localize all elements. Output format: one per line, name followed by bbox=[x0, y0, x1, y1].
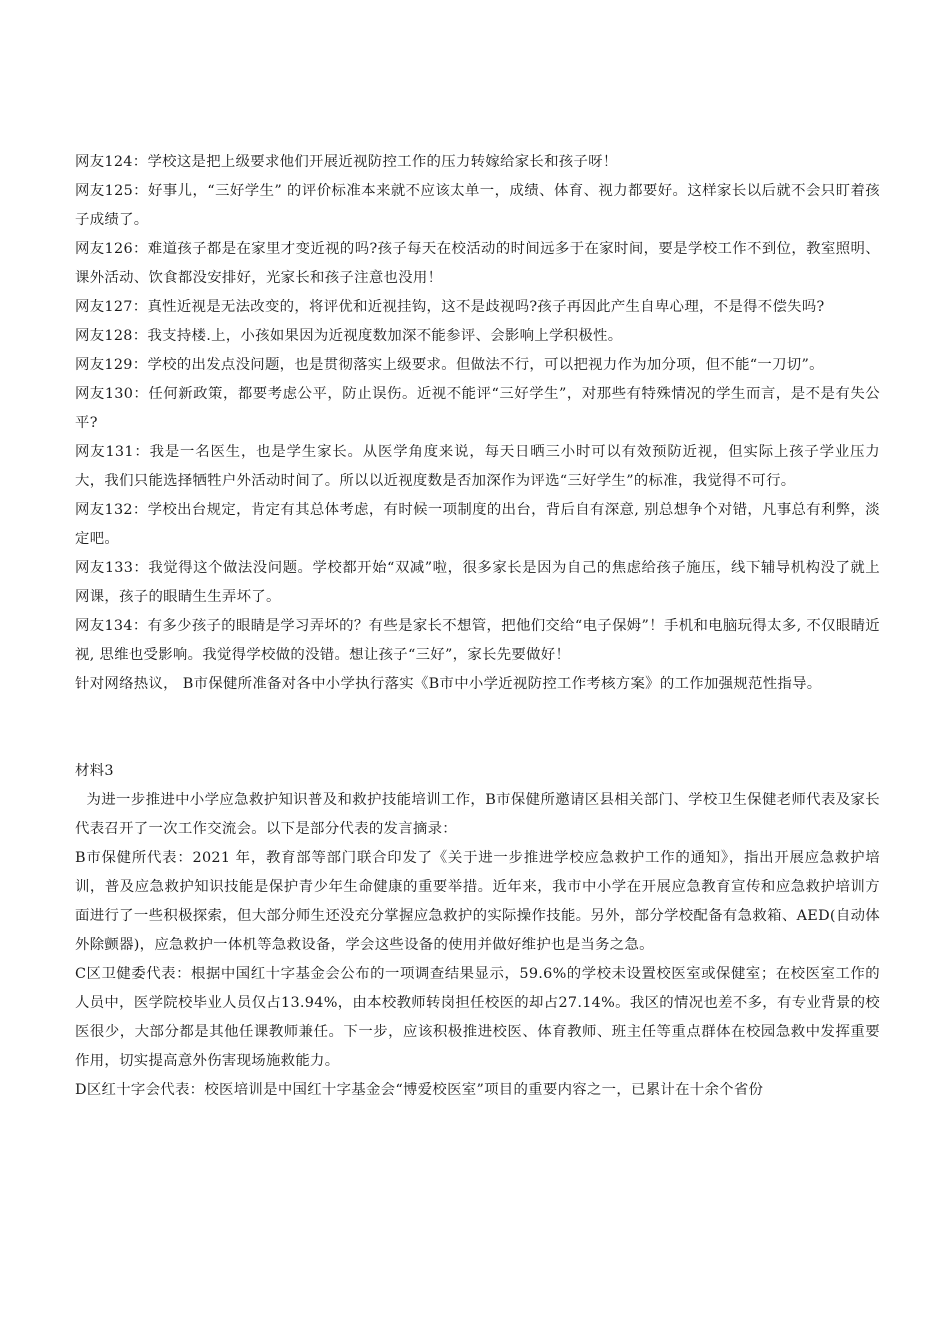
comment-124: 网友124：学校这是把上级要求他们开展近视防控工作的压力转嫁给家长和孩子呀！ bbox=[75, 154, 618, 170]
material-3-heading: 材料3 bbox=[75, 763, 114, 779]
comment-125: 网友125：好事儿，“三好学生” 的评价标准本来就不应该太单一，成绩、体育、视力都要好。这样家长以后就不会只盯着孩子成绩了。 bbox=[75, 183, 880, 228]
speech-d-district-red-cross: D区红十字会代表：校医培训是中国红十字基金会“博爱校医室”项目的重要内容之一，已累计在十余个省份 bbox=[75, 1082, 764, 1098]
comment-128: 网友128：我支持楼.上，小孩如果因为近视度数加深不能参评、会影响上学积极性。 bbox=[75, 328, 623, 344]
section-spacer bbox=[75, 699, 880, 757]
material-3-intro: 为进一步推进中小学应急救护知识普及和救护技能培训工作，B市保健所邀请区县相关部门、学校卫生保健老师代表及家长代表召开了一次工作交流会。以下是部分代表的发言摘录： bbox=[75, 792, 880, 837]
comment-133: 网友133：我觉得这个做法没问题。学校都开始“双减”啦，很多家长是因为自己的焦虑给孩子施压，线下辅导机构没了就上网课，孩子的眼睛生生弄坏了。 bbox=[75, 560, 880, 605]
comment-126: 网友126：难道孩子都是在家里才变近视的吗?孩子每天在校活动的时间远多于在家时间，要是学校工作不到位，教室照明、课外活动、饮食都没安排好，光家长和孩子注意也没用！ bbox=[75, 241, 880, 286]
comment-130: 网友130：任何新政策，都要考虑公平，防止误伤。近视不能评“三好学生”，对那些有特殊情况的学生而言，是不是有失公平? bbox=[75, 386, 880, 431]
comment-132: 网友132：学校出台规定，肯定有其总体考虑，有时候一项制度的出台，背后自有深意, 别总想争个对错，凡事总有利弊，淡定吧。 bbox=[75, 502, 880, 547]
comment-127: 网友127：真性近视是无法改变的，将评优和近视挂钩，这不是歧视吗?孩子再因此产生自卑心理，不是得不偿失吗? bbox=[75, 299, 825, 315]
speech-c-district-health-commission: C区卫健委代表：根据中国红十字基金会公布的一项调查结果显示，59.6%的学校未设置校医室或保健室；在校医室工作的人员中，医学院校毕业人员仅占13.94%，由本校教师转岗担任校医的却占27.14%。我区的情况也差不多，有专业背景的校医很少，大部分都是其他任课教师兼任。下一步，应该积极推进校医、体育教师、班主任等重点群体在校园急救中发挥重要作用，切实提高意外伤害现场施救能力。 bbox=[75, 966, 880, 1069]
comment-131: 网友131：我是一名医生，也是学生家长。从医学角度来说，每天日晒三小时可以有效预防近视，但实际上孩子学业压力大，我们只能选择牺牲户外活动时间了。所以以近视度数是否加深作为评选“三好学生”的标准，我觉得不可行。 bbox=[75, 444, 880, 489]
comment-129: 网友129：学校的出发点没问题，也是贯彻落实上级要求。但做法不行，可以把视力作为加分项，但不能“一刀切”。 bbox=[75, 357, 824, 373]
document-page bbox=[75, 148, 880, 1105]
speech-b-city-health-office: B市保健所代表：2021 年，教育部等部门联合印发了《关于进一步推进学校应急救护工作的通知》，指出开展应急救护培训，普及应急救护知识技能是保护青少年生命健康的重要举措。近年来，我市中小学在开展应急教育宣传和应急救护培训方面进行了一些积极探索，但大部分师生还没充分掌握应急救护的实际操作技能。另外，部分学校配备有急救箱、AED(自动体外除颤器)，应急救护一体机等急救设备，学会这些设备的使用并做好维护也是当务之急。 bbox=[75, 850, 880, 953]
comment-134: 网友134：有多少孩子的眼睛是学习弄坏的？有些是家长不想管，把他们交给“电子保姆”！手机和电脑玩得太多, 不仅眼睛近视, 思维也受影响。我觉得学校做的没错。想让孩子“三好”，家长先要做好！ bbox=[75, 618, 880, 663]
summary-paragraph: 针对网络热议， B市保健所准备对各中小学执行落实《B市中小学近视防控工作考核方案》的工作加强规范性指导。 bbox=[75, 676, 822, 692]
